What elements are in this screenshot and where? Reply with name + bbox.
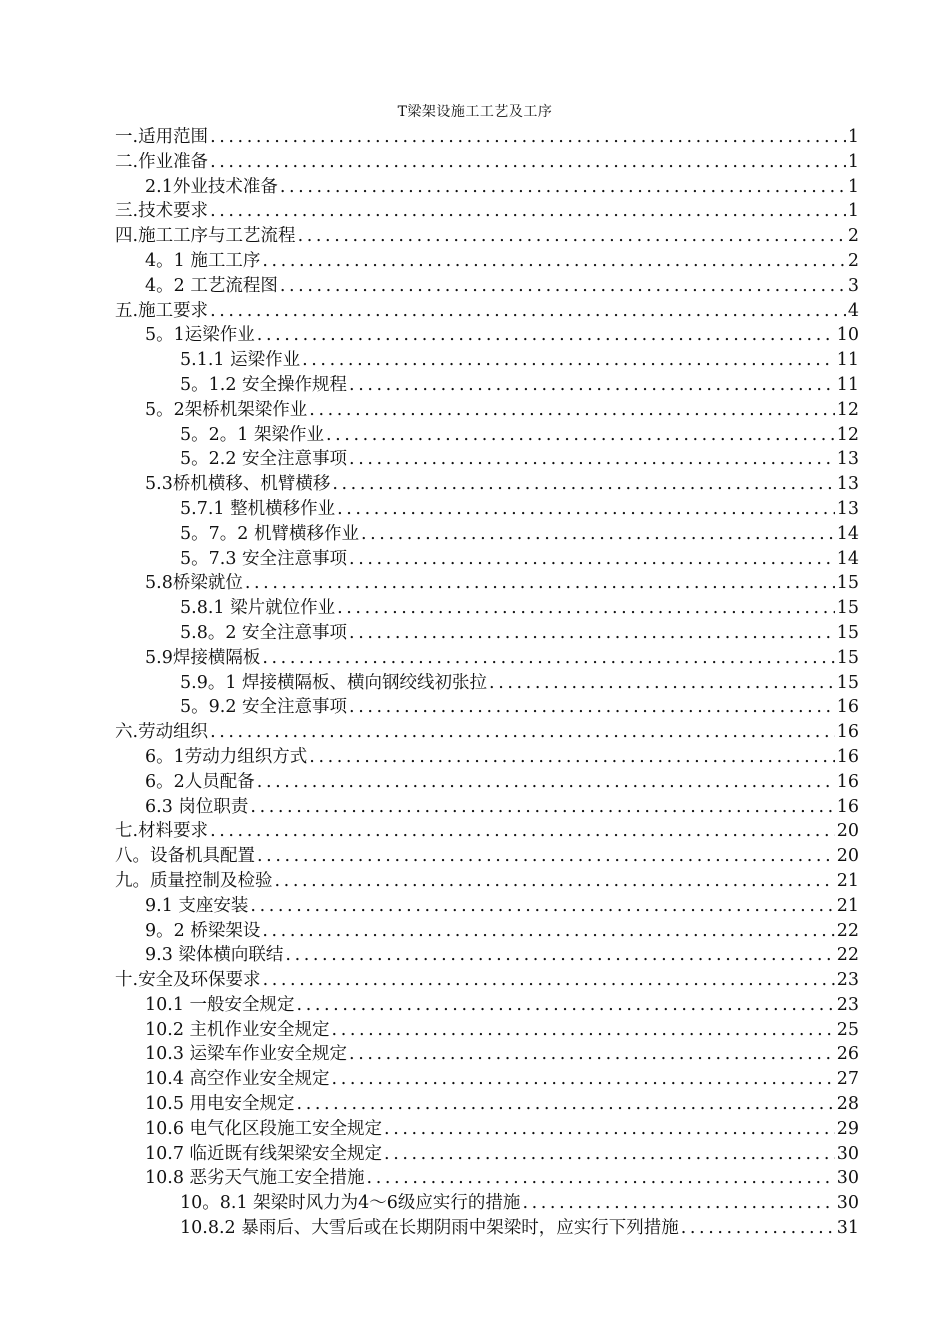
toc-leader-dots [260, 249, 846, 274]
toc-entry-page: 16 [836, 722, 859, 743]
toc-leader-dots [347, 447, 835, 472]
toc-leader-dots [335, 497, 835, 522]
toc-entry-label: 10.1 一般安全规定 [145, 994, 295, 1015]
toc-entry-label: 4。1 施工工序 [145, 250, 261, 271]
toc-entry[interactable] [115, 869, 859, 894]
toc-entry-page: 13 [836, 498, 859, 519]
toc-entry-label: 六.劳动组织 [115, 722, 209, 743]
toc-entry-page: 1 [847, 176, 859, 197]
toc-leader-dots [347, 695, 835, 720]
toc-entry-page: 30 [836, 1143, 859, 1164]
toc-entry-label: 七.材料要求 [115, 821, 209, 842]
toc-entry-page: 16 [836, 746, 859, 767]
toc-entry-label: 五.施工要求 [115, 300, 209, 321]
toc-entry-label: 6。2人员配备 [145, 771, 255, 792]
toc-leader-dots [335, 596, 835, 621]
toc-entry-label: 5。1.2 安全操作规程 [180, 374, 348, 395]
toc-entry[interactable] [115, 522, 859, 547]
toc-entry-page: 26 [836, 1044, 859, 1065]
toc-entry-page: 11 [836, 350, 859, 371]
toc-entry[interactable] [115, 919, 859, 944]
toc-entry[interactable] [115, 423, 859, 448]
toc-leader-dots [278, 274, 846, 299]
toc-entry[interactable] [115, 596, 859, 621]
toc-entry[interactable] [115, 447, 859, 472]
toc-entry[interactable] [115, 993, 859, 1018]
toc-entry[interactable] [115, 199, 859, 224]
toc-leader-dots [255, 844, 835, 869]
toc-entry-label: 4。2 工艺流程图 [145, 275, 278, 296]
toc-leader-dots [300, 348, 835, 373]
toc-entry-page: 16 [836, 796, 859, 817]
toc-leader-dots [248, 894, 834, 919]
toc-entry-label: 10.4 高空作业安全规定 [145, 1069, 330, 1090]
toc-entry-label: 9。2 桥梁架设 [145, 920, 261, 941]
table-of-contents [115, 125, 859, 1241]
toc-leader-dots [487, 671, 835, 696]
toc-leader-dots [324, 423, 835, 448]
toc-entry-page: 22 [836, 945, 859, 966]
toc-leader-dots [243, 571, 835, 596]
toc-entry-page: 13 [836, 474, 859, 495]
toc-leader-dots [295, 1092, 835, 1117]
toc-entry[interactable] [115, 745, 859, 770]
toc-entry-label: 10.6 电气化区段施工安全规定 [145, 1118, 383, 1139]
toc-entry[interactable] [115, 249, 859, 274]
toc-entry-label: 5。9.2 安全注意事项 [180, 697, 348, 718]
toc-leader-dots [347, 547, 835, 572]
toc-entry-label: 5.3桥机横移、机臂横移 [145, 474, 331, 495]
toc-entry-page: 11 [836, 374, 859, 395]
toc-entry-page: 23 [836, 970, 859, 991]
toc-entry[interactable] [115, 150, 859, 175]
toc-entry[interactable] [115, 348, 859, 373]
toc-entry[interactable] [115, 671, 859, 696]
toc-leader-dots [359, 522, 835, 547]
toc-entry-label: 5.9。1 焊接横隔板、横向钢绞线初张拉 [180, 672, 488, 693]
toc-leader-dots [248, 795, 834, 820]
toc-entry-page: 2 [847, 250, 859, 271]
toc-entry[interactable] [115, 323, 859, 348]
toc-entry[interactable] [115, 795, 859, 820]
toc-leader-dots [679, 1216, 835, 1241]
toc-entry[interactable] [115, 125, 859, 150]
toc-leader-dots [296, 224, 846, 249]
toc-entry[interactable] [115, 1092, 859, 1117]
toc-entry-label: 5.9焊接横隔板 [145, 647, 261, 668]
toc-entry[interactable] [115, 398, 859, 423]
toc-leader-dots [347, 373, 835, 398]
toc-entry-page: 14 [836, 523, 859, 544]
toc-entry-label: 5.8桥梁就位 [145, 573, 243, 594]
toc-entry[interactable] [115, 1067, 859, 1092]
toc-leader-dots [208, 299, 846, 324]
toc-entry[interactable] [115, 224, 859, 249]
toc-leader-dots [208, 720, 835, 745]
toc-entry[interactable] [115, 621, 859, 646]
toc-leader-dots [330, 1018, 835, 1043]
toc-entry-label: 三.技术要求 [115, 201, 209, 222]
toc-entry-page: 25 [836, 1019, 859, 1040]
toc-entry-label: 5。7.3 安全注意事项 [180, 548, 348, 569]
toc-entry-label: 10.8 恶劣天气施工安全措施 [145, 1168, 365, 1189]
toc-entry-page: 30 [836, 1193, 859, 1214]
toc-entry-label: 10.3 运梁车作业安全规定 [145, 1044, 348, 1065]
toc-entry-page: 31 [836, 1218, 859, 1239]
toc-entry[interactable] [115, 472, 859, 497]
toc-entry-page: 23 [836, 994, 859, 1015]
toc-entry-page: 22 [836, 920, 859, 941]
toc-entry-label: 10.5 用电安全规定 [145, 1094, 295, 1115]
toc-leader-dots [520, 1191, 834, 1216]
toc-entry[interactable] [115, 1191, 859, 1216]
toc-entry-label: 10。8.1 架梁时风力为4～6级应实行的措施 [180, 1193, 521, 1214]
toc-entry-label: 十.安全及环保要求 [115, 970, 261, 991]
toc-entry-page: 12 [836, 424, 859, 445]
toc-entry[interactable] [115, 547, 859, 572]
toc-leader-dots [307, 745, 834, 770]
toc-entry-label: 5。2.2 安全注意事项 [180, 449, 348, 470]
toc-entry[interactable] [115, 571, 859, 596]
toc-entry[interactable] [115, 819, 859, 844]
toc-entry[interactable] [115, 1216, 859, 1241]
toc-entry-label: 5.7.1 整机横移作业 [180, 498, 336, 519]
toc-entry-label: 5。2。1 架梁作业 [180, 424, 324, 445]
toc-entry[interactable] [115, 1018, 859, 1043]
toc-entry[interactable] [115, 968, 859, 993]
toc-leader-dots [278, 175, 846, 200]
toc-entry-label: 二.作业准备 [115, 151, 209, 172]
toc-entry-label: 八。设备机具配置 [115, 846, 255, 867]
toc-entry[interactable] [115, 1166, 859, 1191]
toc-entry-page: 12 [836, 399, 859, 420]
toc-entry-page: 1 [847, 127, 859, 147]
toc-entry[interactable] [115, 695, 859, 720]
toc-leader-dots [283, 943, 834, 968]
toc-entry-page: 21 [836, 895, 859, 916]
toc-leader-dots [382, 1117, 835, 1142]
toc-entry-label: 9.3 梁体横向联结 [145, 945, 284, 966]
toc-entry-label: 5.1.1 运梁作业 [180, 350, 301, 371]
toc-entry-label: 四.施工工序与工艺流程 [115, 226, 296, 247]
toc-entry-page: 15 [836, 622, 859, 643]
toc-entry-page: 20 [836, 846, 859, 867]
toc-entry-label: 6.3 岗位职责 [145, 796, 249, 817]
toc-entry[interactable] [115, 943, 859, 968]
toc-entry-label: 9.1 支座安装 [145, 895, 249, 916]
toc-entry[interactable] [115, 175, 859, 200]
toc-entry[interactable] [115, 1142, 859, 1167]
toc-entry-label: 5。7。2 机臂横移作业 [180, 523, 359, 544]
toc-entry-page: 1 [847, 151, 859, 172]
toc-leader-dots [273, 869, 835, 894]
toc-entry-page: 15 [836, 573, 859, 594]
toc-entry-label: 10.8.2 暴雨后、大雪后或在长期阴雨中架梁时，应实行下列措施 [180, 1218, 679, 1239]
toc-entry-page: 15 [836, 672, 859, 693]
toc-entry-page: 4 [847, 300, 859, 321]
toc-entry-page: 16 [836, 697, 859, 718]
toc-entry[interactable] [115, 844, 859, 869]
toc-entry-page: 15 [836, 598, 859, 619]
toc-entry-page: 20 [836, 821, 859, 842]
toc-leader-dots [260, 646, 834, 671]
toc-entry-page: 2 [847, 226, 859, 247]
toc-leader-dots [382, 1142, 835, 1167]
toc-entry-page: 21 [836, 870, 859, 891]
document-title: T梁架设施工工艺及工序 [397, 104, 553, 120]
toc-entry-page: 10 [836, 325, 859, 346]
toc-entry[interactable] [115, 646, 859, 671]
toc-leader-dots [295, 993, 835, 1018]
toc-leader-dots [208, 199, 846, 224]
toc-leader-dots [208, 819, 835, 844]
toc-entry[interactable] [115, 497, 859, 522]
toc-entry-page: 3 [847, 275, 859, 296]
toc-entry-label: 10.7 临近既有线架梁安全规定 [145, 1143, 383, 1164]
toc-entry[interactable] [115, 894, 859, 919]
toc-entry-label: 5.8.1 梁片就位作业 [180, 598, 336, 619]
toc-entry-label: 5。2架桥机架梁作业 [145, 399, 308, 420]
toc-entry-page: 14 [836, 548, 859, 569]
toc-entry[interactable] [115, 274, 859, 299]
toc-entry-label: 6。1劳动力组织方式 [145, 746, 308, 767]
toc-leader-dots [208, 150, 846, 175]
toc-entry[interactable] [115, 373, 859, 398]
toc-entry-label: 2.1外业技术准备 [145, 176, 278, 197]
toc-entry[interactable] [115, 770, 859, 795]
toc-entry[interactable] [115, 1042, 859, 1067]
toc-leader-dots [260, 919, 834, 944]
toc-leader-dots [347, 621, 835, 646]
toc-entry-page: 29 [836, 1118, 859, 1139]
toc-leader-dots [255, 770, 835, 795]
toc-leader-dots [330, 472, 834, 497]
toc-entry[interactable] [115, 720, 859, 745]
toc-entry[interactable] [115, 299, 859, 324]
toc-entry[interactable] [115, 1117, 859, 1142]
toc-leader-dots [365, 1166, 835, 1191]
toc-entry-label: 5。1运梁作业 [145, 325, 255, 346]
toc-entry-label: 10.2 主机作业安全规定 [145, 1019, 330, 1040]
toc-entry-label: 九。质量控制及检验 [115, 870, 273, 891]
toc-entry-page: 16 [836, 771, 859, 792]
toc-leader-dots [307, 398, 834, 423]
toc-leader-dots [261, 968, 835, 993]
toc-leader-dots [255, 323, 835, 348]
toc-entry-page: 13 [836, 449, 859, 470]
toc-entry-page: 15 [836, 647, 859, 668]
toc-entry-page: 27 [836, 1069, 859, 1090]
toc-leader-dots [347, 1042, 835, 1067]
toc-leader-dots [208, 125, 846, 150]
toc-entry-label: 5.8。2 安全注意事项 [180, 622, 348, 643]
toc-leader-dots [330, 1067, 835, 1092]
toc-entry-page: 28 [836, 1094, 859, 1115]
toc-entry-page: 1 [847, 201, 859, 222]
toc-entry-page: 30 [836, 1168, 859, 1189]
toc-entry-label: 一.适用范围 [115, 127, 209, 147]
